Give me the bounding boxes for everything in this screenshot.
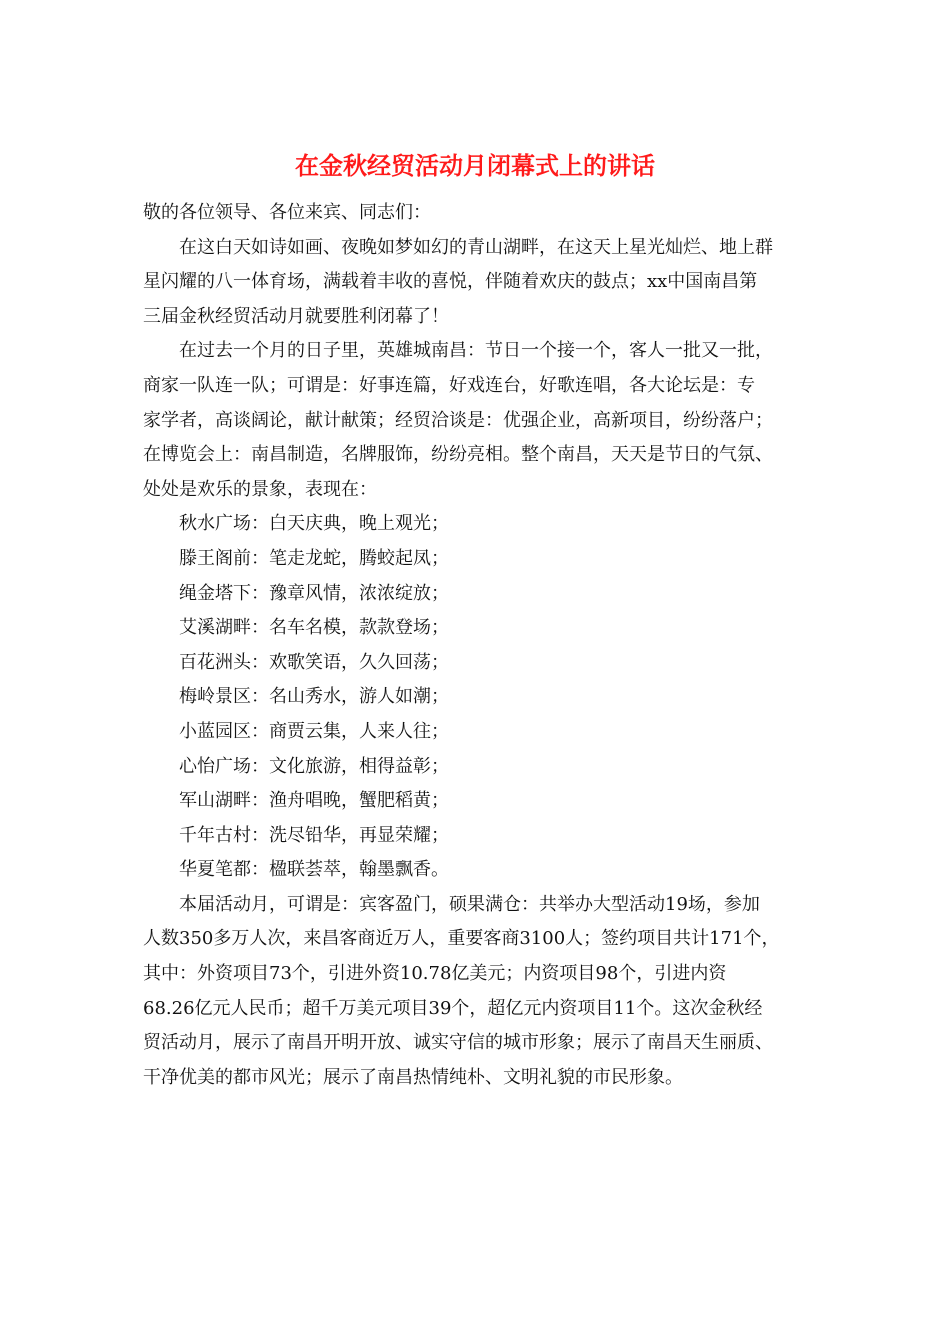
list-item: 小蓝园区：商贾云集，人来人往； [179,720,449,742]
paragraph-line: 商家一队连一队；可谓是：好事连篇，好戏连台，好歌连唱，各大论坛是：专 [143,374,755,396]
list-item: 滕王阁前：笔走龙蛇，腾蛟起凤； [179,547,449,569]
paragraph-line: 在这白天如诗如画、夜晚如梦如幻的青山湖畔，在这天上星光灿烂、地上群 [179,236,773,258]
document-title: 在金秋经贸活动月闭幕式上的讲话 [295,152,655,180]
paragraph-line: 其中：外资项目73个，引进外资10.78亿美元；内资项目98个，引进内资 [143,963,727,985]
list-item: 千年古村：洗尽铅华，再显荣耀； [179,824,449,846]
list-item: 华夏笔都：楹联荟萃，翰墨飘香。 [179,859,449,881]
paragraph-line: 贸活动月，展示了南昌开明开放、诚实守信的城市形象；展示了南昌天生丽质、 [143,1032,773,1054]
paragraph-results [143,888,815,1096]
list-item: 秋水广场：白天庆典，晚上观光； [179,513,449,535]
paragraph-line: 在过去一个月的日子里，英雄城南昌：节日一个接一个，客人一批又一批， [179,340,773,362]
list-item: 绳金塔下：豫章风情，浓浓绽放； [179,582,449,604]
paragraph-opening [143,231,815,335]
paragraph-line: 三届金秋经贸活动月就要胜利闭幕了！ [143,305,449,327]
paragraph-line: 处处是欢乐的景象，表现在： [143,478,377,500]
paragraph-line: 68.26亿元人民币；超千万美元项目39个，超亿元内资项目11个。这次金秋经 [143,997,763,1019]
paragraph-line: 家学者，高谈阔论，献计献策；经贸洽谈是：优强企业，高新项目，纷纷落户； [143,409,773,431]
paragraph-review [143,334,815,507]
paragraph-line: 星闪耀的八一体育场，满载着丰收的喜悦，伴随着欢庆的鼓点；xx中国南昌第 [143,271,758,293]
paragraph-line: 本届活动月，可谓是：宾客盈门，硕果满仓：共举办大型活动19场，参加 [179,893,760,915]
paragraph-line: 在博览会上：南昌制造，名牌服饰，纷纷亮相。整个南昌，天天是节日的气氛、 [143,444,773,466]
paragraph-line: 干净优美的都市风光；展示了南昌热情纯朴、文明礼貌的市民形象。 [143,1066,683,1088]
list-item: 心怡广场：文化旅游，相得益彰； [179,755,449,777]
list-item: 梅岭景区：名山秀水，游人如潮； [179,686,449,708]
list-item: 军山湖畔：渔舟唱晚，蟹肥稻黄； [179,790,449,812]
salutation: 敬的各位领导、各位来宾、同志们： [143,202,431,223]
list-item: 百花洲头：欢歌笑语，久久回荡； [179,651,449,673]
list-item: 艾溪湖畔：名车名模，款款登场； [179,617,449,639]
paragraph-line: 人数350多万人次，来昌客商近万人，重要客商3100人；签约项目共计171个， [143,928,780,950]
document-body [143,196,815,1095]
